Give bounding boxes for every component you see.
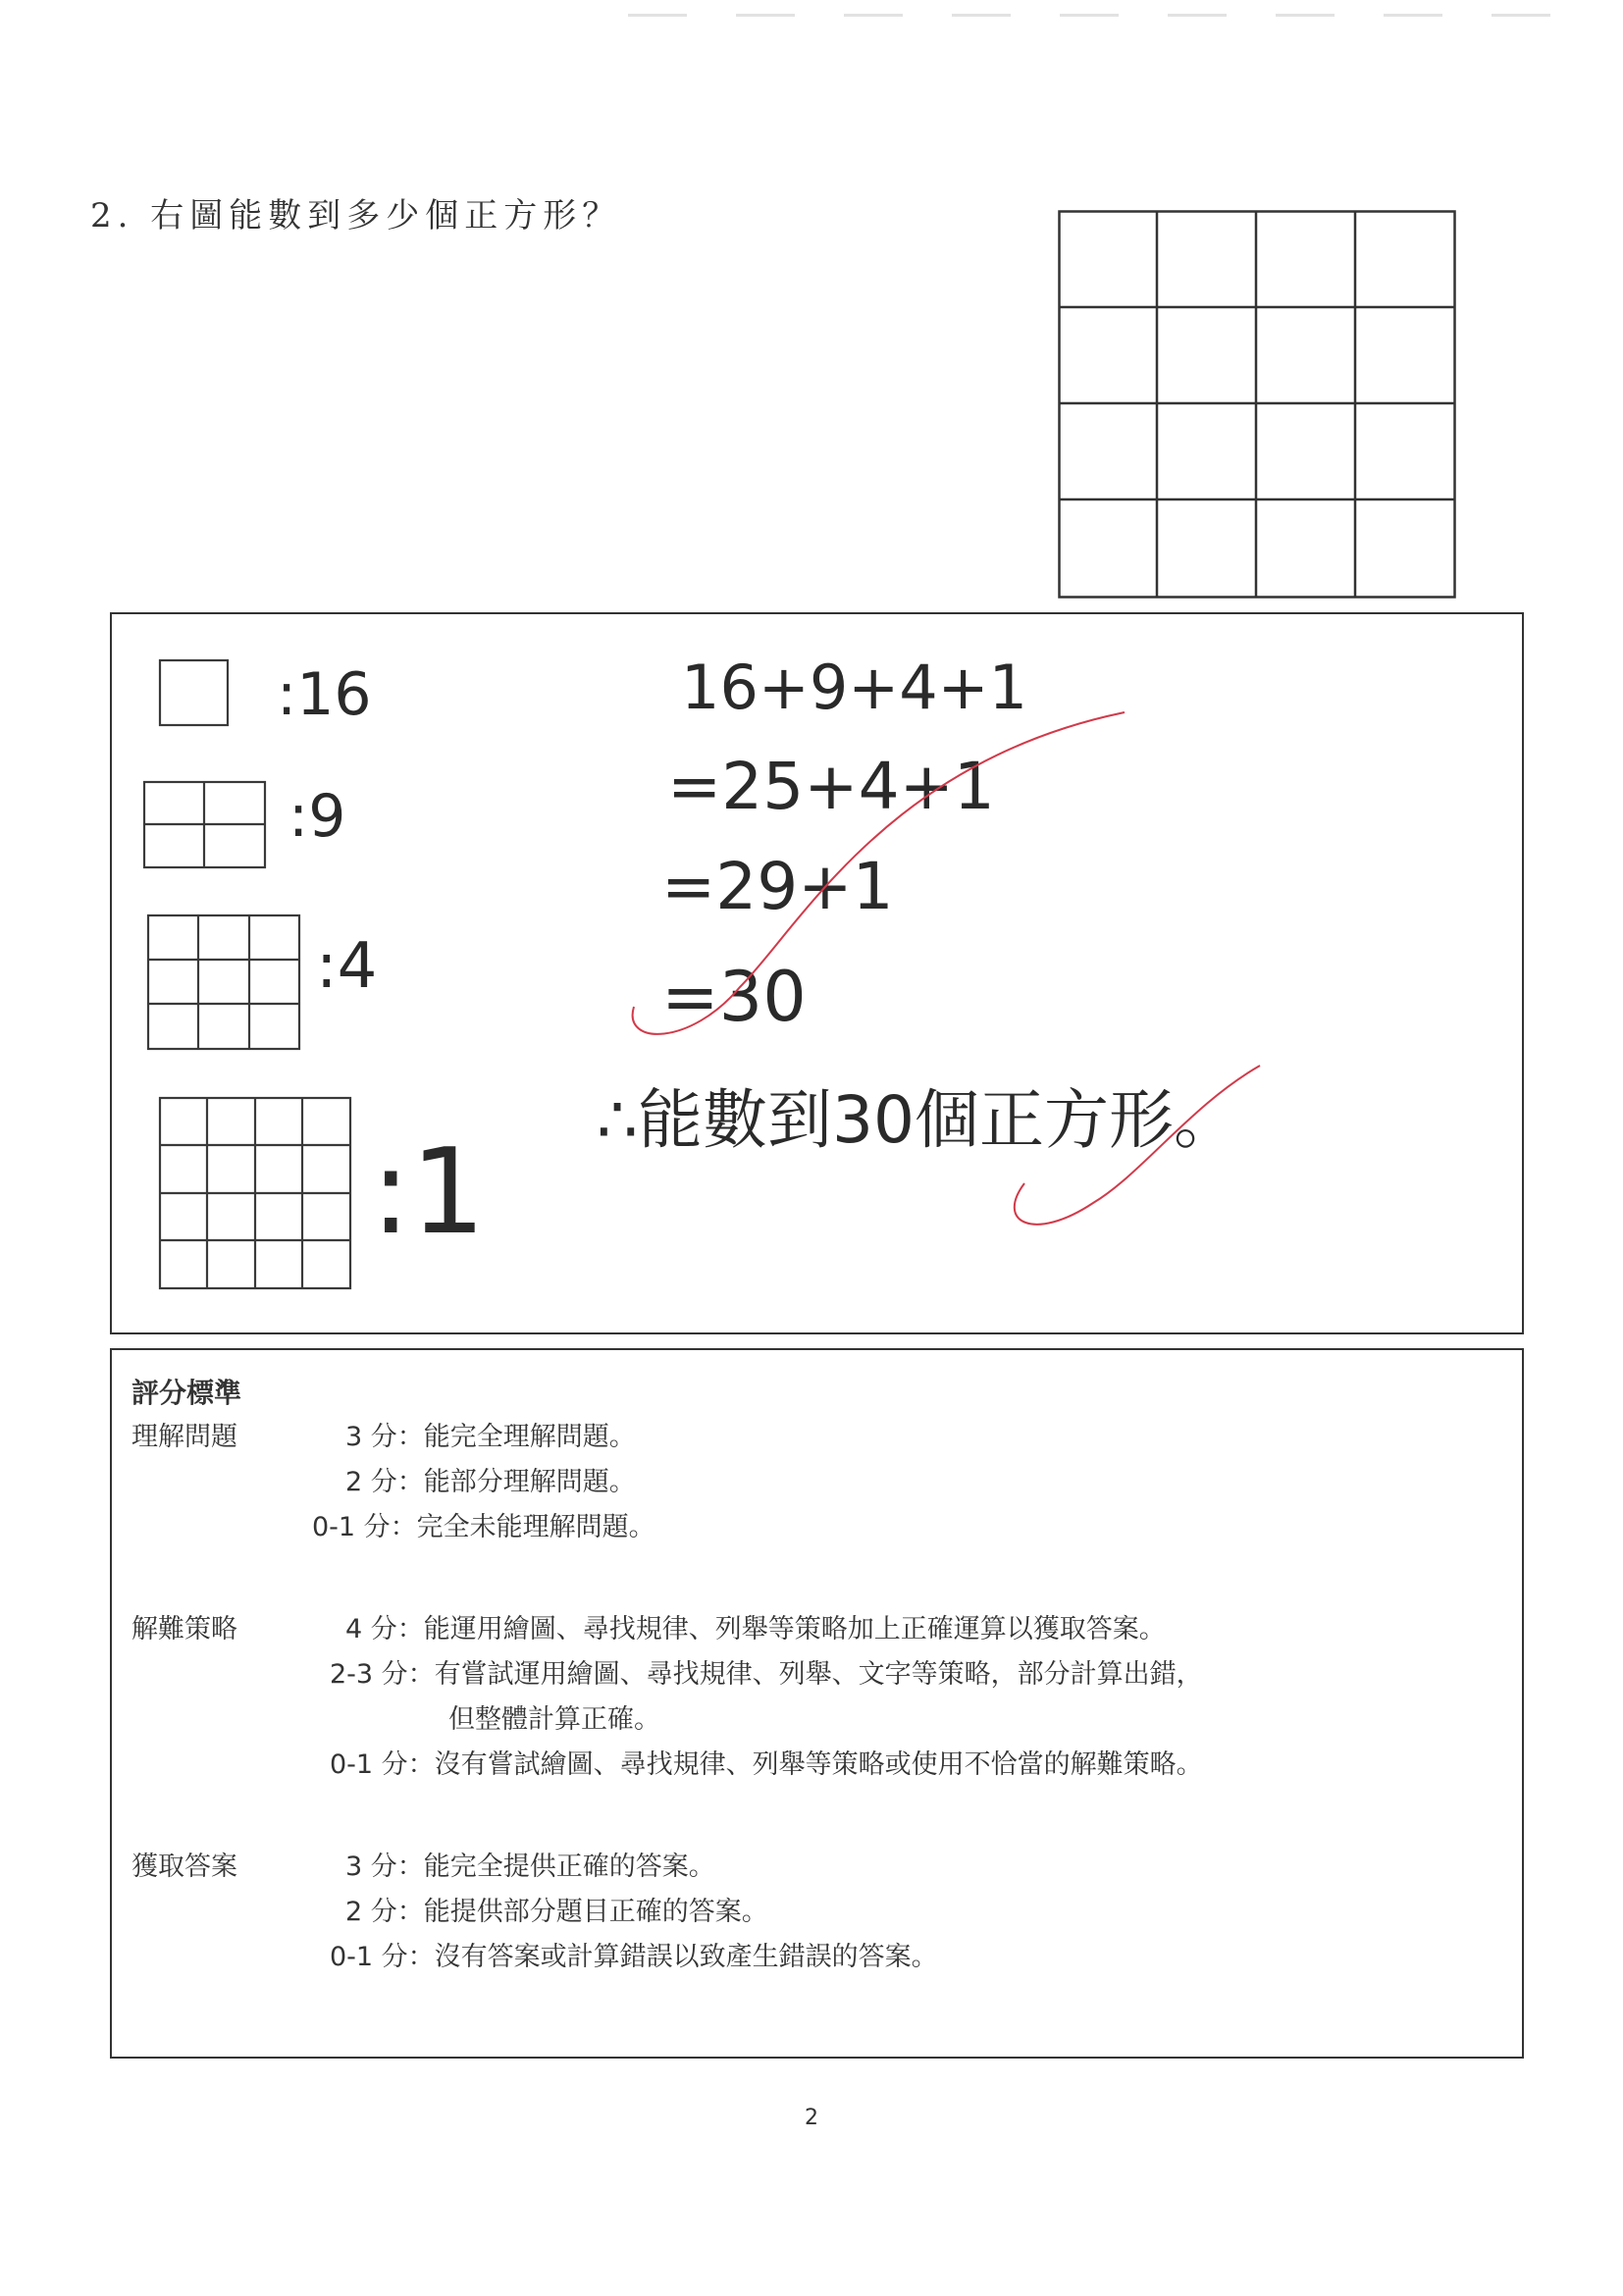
rubric-category: 理解問題 (131, 1422, 237, 1452)
rubric-line: 0-1 分：完全未能理解問題。 (312, 1512, 655, 1542)
question-text: 2. 右圖能數到多少個正方形？ (90, 196, 622, 235)
rubric-box (110, 1348, 1524, 2059)
rubric-line: 2 分：能部分理解問題。 (345, 1467, 636, 1497)
rubric-line: 3 分：能完全理解問題。 (345, 1422, 636, 1452)
rubric-title: 評分標準 (131, 1377, 242, 1409)
sketch-4x4-square (160, 1098, 350, 1288)
conclusion-line: ∴能數到30個正方形。 (597, 1082, 1238, 1158)
working-line: 16+9+4+1 (681, 652, 1028, 723)
rubric-line: 3 分：能完全提供正確的答案。 (345, 1852, 715, 1882)
rubric-category: 獲取答案 (131, 1852, 237, 1882)
count-label: :1 (371, 1124, 486, 1261)
rubric-line: 4 分：能運用繪圖、尋找規律、列舉等策略加上正確運算以獲取答案。 (345, 1614, 1166, 1644)
working-line: =25+4+1 (667, 749, 995, 824)
working-line: =30 (661, 957, 807, 1037)
count-label: :16 (277, 660, 372, 729)
rubric-line: 2 分：能提供部分題目正確的答案。 (345, 1897, 768, 1927)
rubric-line: 0-1 分：沒有答案或計算錯誤以致產生錯誤的答案。 (330, 1942, 938, 1972)
scan-artifact (628, 14, 1570, 17)
sketch-3x3-square (148, 915, 299, 1049)
sketch-1x1-square (160, 660, 228, 725)
student-answer-box (110, 612, 1524, 1334)
page-number: 2 (805, 2106, 818, 2130)
rubric-line: 0-1 分：沒有嘗試繪圖、尋找規律、列舉等策略或使用不恰當的解難策略。 (330, 1749, 1203, 1780)
working-line: =29+1 (661, 849, 894, 924)
reference-4x4-grid (1058, 210, 1456, 599)
count-label: :4 (316, 930, 378, 1003)
rubric-line: 2-3 分：有嘗試運用繪圖、尋找規律、列舉、文字等策略，部分計算出錯， (330, 1659, 1203, 1690)
rubric-category: 解難策略 (131, 1614, 237, 1644)
count-label: :9 (288, 782, 346, 851)
rubric-line: 但整體計算正確。 (448, 1704, 660, 1735)
sketch-2x2-square (144, 782, 265, 867)
